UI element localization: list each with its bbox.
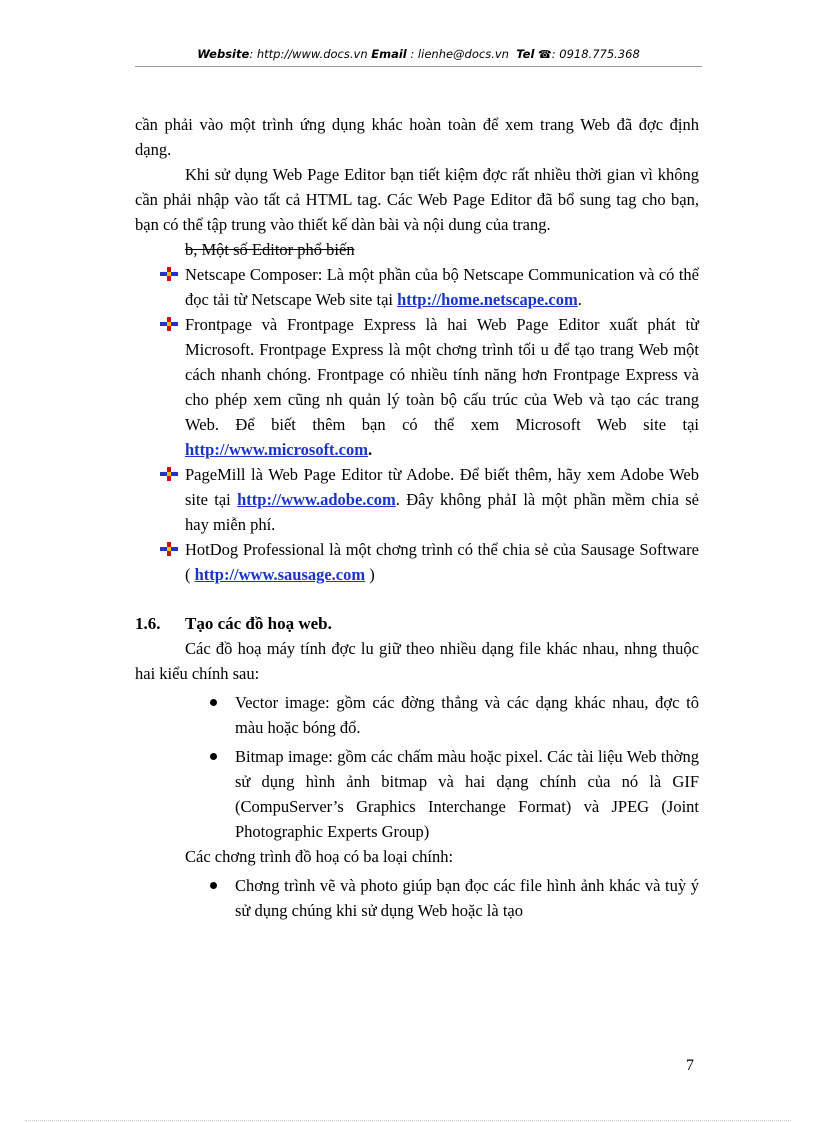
list-item xyxy=(135,744,699,844)
email-value: : lienhe@docs.vn xyxy=(410,47,509,61)
header-divider xyxy=(135,66,702,67)
adobe-link[interactable]: http://www.adobe.com xyxy=(237,490,396,509)
sausage-link[interactable]: http://www.sausage.com xyxy=(194,565,366,584)
list-item xyxy=(135,873,699,923)
tel-value: : 0918.775.368 xyxy=(551,47,640,61)
page-header xyxy=(135,47,702,61)
list-item xyxy=(135,537,699,587)
star-bullet-icon xyxy=(160,467,178,481)
item-end: ) xyxy=(365,565,375,584)
item-text: Vector image: gồm các đờng thẳng và các dạng khác nhau, đợc tô màu hoặc bóng đổ. xyxy=(235,693,699,737)
list-item xyxy=(135,462,699,537)
star-bullet-icon xyxy=(160,317,178,331)
paragraph: Các đồ hoạ máy tính đợc lu giữ theo nhiều dạng file khác nhau, nhng thuộc hai kiểu chính sau: xyxy=(135,639,699,683)
item-text: Chơng trình vẽ và photo giúp bạn đọc các file hình ảnh khác và tuỳ ý sử dụng chúng khi sử dụng Web hoặc là tạo xyxy=(235,876,699,920)
list-item xyxy=(135,690,699,740)
list-item xyxy=(135,262,699,312)
website-url: : http://www.docs.vn xyxy=(249,47,368,61)
section-title: Tạo các đồ hoạ web. xyxy=(185,614,332,633)
bullet-dot-icon xyxy=(210,882,217,889)
item-text: PageMill là Web Page Editor từ Adobe. Để biết thêm, hãy xem Adobe Web site tại xyxy=(185,465,699,509)
star-bullet-icon xyxy=(160,542,178,556)
section-number: 1.6. xyxy=(135,614,161,633)
bullet-dot-icon xyxy=(210,699,217,706)
list-item xyxy=(135,312,699,462)
paragraph: cần phải vào một trình ứng dụng khác hoàn toàn để xem trang Web đã đợc định dạng. xyxy=(135,115,699,159)
star-bullet-icon xyxy=(160,267,178,281)
phone-icon: ☎ xyxy=(538,48,552,61)
subheading: b, Một số Editor phổ biến xyxy=(185,240,355,259)
section-heading xyxy=(135,611,699,636)
paragraph: Các chơng trình đồ hoạ có ba loại chính: xyxy=(185,847,454,866)
item-end: . xyxy=(368,440,373,459)
item-text: HotDog Professional là một chơng trình có thể chia sẻ của Sausage Software ( xyxy=(185,540,699,584)
tel-label: Tel xyxy=(516,47,535,61)
item-end: . xyxy=(577,290,582,309)
item-text: Netscape Composer: Là một phần của bộ Netscape Communication và có thể đọc tải từ Netscape Web site tại xyxy=(185,265,699,309)
item-text: Frontpage và Frontpage Express là hai Web Page Editor xuất phát từ Microsoft. Frontpage Express là một chơng trình tối u để tạo trang Web một cách nhanh chóng. Frontpage có nhiều tính năng hơn Frontpage Express và cho phép xem cũng nh quản lý toàn bộ cấu trúc của Web và tạo các trang Web. Để biết thêm bạn có thể xem Microsoft Web site tại xyxy=(185,315,699,434)
page-number: 7 xyxy=(686,1057,694,1074)
item-text: Bitmap image: gồm các chấm màu hoặc pixel. Các tài liệu Web thờng sử dụng hình ảnh bitmap và hai dạng chính của nó là GIF (CompuServer’s Graphics Interchange Format) và JPEG (Joint Photographic Experts Group) xyxy=(235,747,699,841)
bullet-dot-icon xyxy=(210,753,217,760)
netscape-link[interactable]: http://home.netscape.com xyxy=(397,290,578,309)
page-bottom-border xyxy=(25,1120,791,1121)
document-body xyxy=(135,112,699,923)
paragraph: Khi sử dụng Web Page Editor bạn tiết kiệm đợc rất nhiều thời gian vì không cần phải nhập vào tất cả HTML tag. Các Web Page Editor đã bổ sung tag cho bạn, bạn có thể tập trung vào thiết kế dàn bài và nội dung của trang. xyxy=(135,165,699,234)
microsoft-link[interactable]: http://www.microsoft.com xyxy=(185,440,368,459)
item-end: . Đây không phảI là một phần mềm chia sẻ hay miễn phí. xyxy=(185,490,699,534)
email-label: Email xyxy=(371,47,407,61)
website-label: Website xyxy=(197,47,250,61)
